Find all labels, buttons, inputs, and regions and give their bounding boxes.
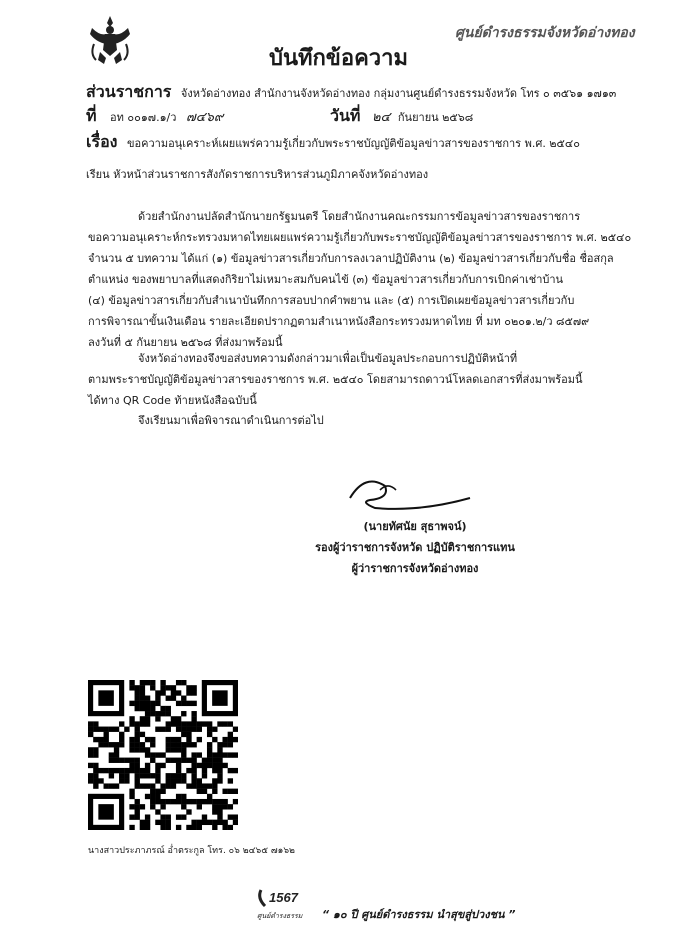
date-label: วันที่ [330, 106, 361, 125]
qr-code[interactable] [88, 680, 238, 830]
subject-value: ขอความอนุเคราะห์เผยแพร่ความรู้เกี่ยวกับพระราชบัญญัติข้อมูลข่าวสารของราชการ พ.ศ. ๒๕๔๐ [126, 137, 580, 150]
date-rest: กันยายน ๒๕๖๘ [397, 111, 474, 124]
salutation: เรียน หัวหน้าส่วนราชการสังกัดราชการบริหารส่วนภูมิภาคจังหวัดอ่างทอง [86, 168, 429, 181]
paragraph-1-line: การพิจารณาขั้นเงินเดือน รายละเอียดปรากฏตามสำเนาหนังสือกระทรวงมหาดไทย ที่ มท ๐๒๐๑.๒/ว ๘๕๗๙ [88, 315, 590, 328]
paragraph-1-line: จำนวน ๕ บทความ ได้แก่ (๑) ข้อมูลข่าวสารเกี่ยวกับการลงเวลาปฏิบัติงาน (๒) ข้อมูลข่าวสารเกี่ยวกับชื่อ ชื่อสกุล [88, 252, 614, 265]
subject-label: เรื่อง [86, 132, 118, 151]
footer-slogan: “ ๑๐ ปี ศูนย์ดำรงธรรม นำสุขสู่ปวงชน ” [322, 908, 516, 921]
ref-value: อท ๐๐๑๗.๑/ว [110, 111, 177, 124]
date-day: ๒๔ [371, 110, 391, 125]
logo-number: 1567 [269, 890, 298, 905]
department-label: ส่วนราชการ [86, 82, 172, 101]
paragraph-1 [88, 206, 633, 353]
paragraph-2-line: จังหวัดอ่างทองจึงขอส่งบทความดังกล่าวมาเพื่อเป็นข้อมูลประกอบการปฏิบัติหน้าที่ [138, 352, 518, 365]
paragraph-1-line: ด้วยสำนักงานปลัดสำนักนายกรัฐมนตรี โดยสำนักงานคณะกรรมการข้อมูลข่าวสารของราชการ [138, 210, 581, 223]
paragraph-1-line: ลงวันที่ ๕ กันยายน ๒๕๖๘ ที่ส่งมาพร้อมนี้ [88, 336, 283, 349]
date-line [330, 104, 473, 129]
ref-label: ที่ [86, 106, 97, 125]
stamp-text: ศูนย์ดำรงธรรมจังหวัดอ่างทอง [455, 25, 635, 41]
paragraph-1-line: ขอความอนุเคราะห์กระทรวงมหาดไทยเผยแพร่ความรู้เกี่ยวกับพระราชบัญญัติข้อมูลข่าวสารของราชการ พ.ศ. ๒๕๔๐ [88, 231, 632, 244]
signature-block [300, 516, 530, 579]
paragraph-2-line: ตามพระราชบัญญัติข้อมูลข่าวสารของราชการ พ.ศ. ๒๕๔๐ โดยสามารถดาวน์โหลดเอกสารที่ส่งมาพร้อมนี้ [88, 373, 583, 386]
ref-line [86, 104, 223, 129]
paragraph-2-line: ได้ทาง QR Code ท้ายหนังสือฉบับนี้ [88, 394, 257, 407]
paragraph-1-line: (๔) ข้อมูลข่าวสารเกี่ยวกับสำเนาบันทึกการสอบปากคำพยาน และ (๕) การเปิดเผยข้อมูลข่าวสารเกี่ยวกับ [88, 294, 575, 307]
signer-position: รองผู้ว่าราชการจังหวัด ปฏิบัติราชการแทน [315, 541, 515, 554]
ref-handwritten: ๗๔๖๙ [185, 110, 224, 125]
signer-name: (นายทัศนัย สุธาพจน์) [363, 520, 467, 533]
logo-text: ศูนย์ดำรงธรรม [257, 913, 303, 920]
contact-line: นางสาวประภาภรณ์ อ่ำตระกูล โทร. ๐๖ ๒๔๖๕ ๗๑๖๒ [88, 846, 295, 856]
footer-logo [255, 884, 321, 924]
closing-line: จึงเรียนมาเพื่อพิจารณาดำเนินการต่อไป [138, 414, 324, 427]
paragraph-2 [88, 348, 633, 411]
handwritten-signature [330, 468, 480, 518]
signer-position: ผู้ว่าราชการจังหวัดอ่างทอง [351, 562, 479, 575]
department-value: จังหวัดอ่างทอง สำนักงานจังหวัดอ่างทอง กลุ่มงานศูนย์ดำรงธรรมจังหวัด โทร ๐ ๓๕๖๑ ๑๗๑๓ [180, 87, 617, 100]
subject-line [86, 130, 580, 155]
document-title: บันทึกข้อความ [268, 46, 408, 71]
paragraph-1-line: ตำแหน่ง ของพยาบาลที่แสดงกิริยาไม่เหมาะสมกับคนไข้ (๓) ข้อมูลข่าวสารเกี่ยวกับการเบิกค่าเช่าบ้าน [88, 273, 564, 286]
department-line [86, 80, 616, 105]
